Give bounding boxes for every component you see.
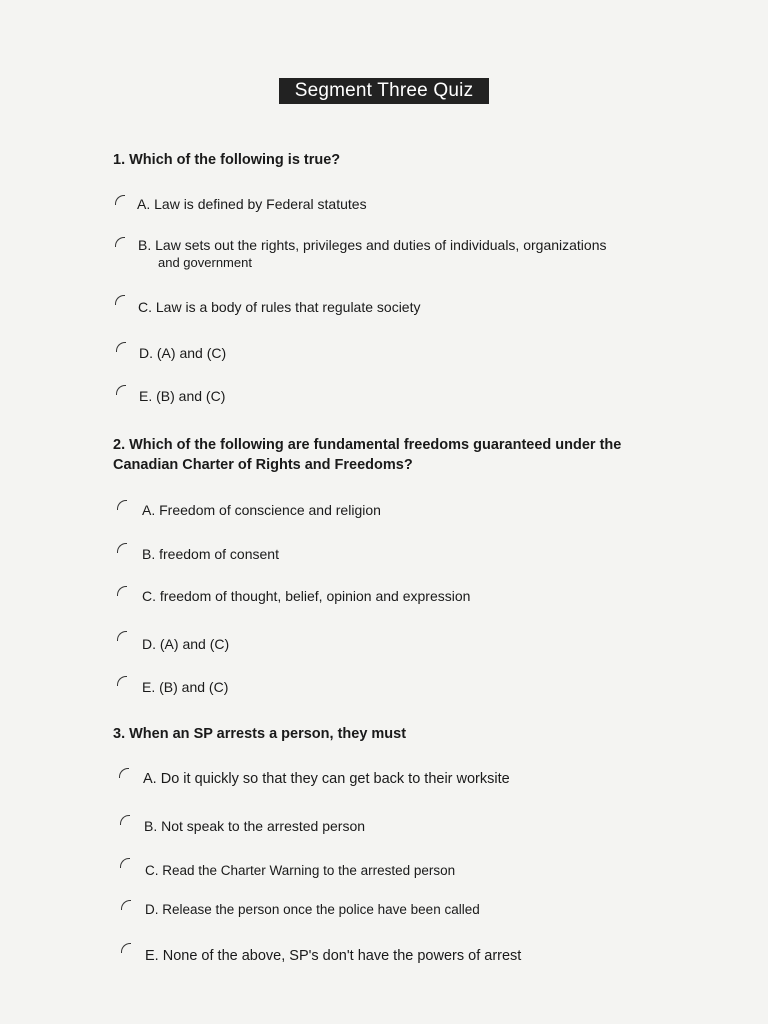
radio-q1-d[interactable] (116, 342, 126, 352)
radio-q3-e[interactable] (121, 943, 131, 953)
question-2-prompt: 2. Which of the following are fundamental freedoms guaranteed under the Canadian Charter of Rights and Freedoms? (113, 437, 622, 473)
radio-q1-a[interactable] (115, 195, 125, 205)
question-1-prompt: 1. Which of the following is true? (113, 152, 341, 168)
q1-option-b (138, 237, 678, 271)
q1-option-a: A. Law is defined by Federal statutes (137, 196, 367, 212)
radio-q3-d[interactable] (121, 900, 131, 910)
q3-option-e: E. None of the above, SP's don't have the powers of arrest (145, 948, 522, 964)
q2-option-e: E. (B) and (C) (142, 679, 229, 695)
q1-option-e: E. (B) and (C) (139, 388, 226, 404)
radio-q3-b[interactable] (120, 815, 130, 825)
radio-q1-b[interactable] (115, 237, 125, 247)
q3-option-c: C. Read the Charter Warning to the arrested person (145, 863, 456, 878)
radio-q1-e[interactable] (116, 385, 126, 395)
q1-option-c: C. Law is a body of rules that regulate society (138, 299, 421, 315)
radio-q2-b[interactable] (117, 543, 127, 553)
radio-q2-a[interactable] (117, 500, 127, 510)
radio-q3-a[interactable] (119, 768, 129, 778)
radio-q2-c[interactable] (117, 586, 127, 596)
radio-q1-c[interactable] (115, 295, 125, 305)
q1-option-d: D. (A) and (C) (139, 345, 227, 361)
radio-q2-e[interactable] (117, 676, 127, 686)
q3-option-a: A. Do it quickly so that they can get back to their worksite (143, 771, 510, 787)
q2-option-a: A. Freedom of conscience and religion (142, 502, 381, 518)
q1-option-b-continuation: and government (158, 255, 252, 270)
q3-option-b: B. Not speak to the arrested person (144, 818, 366, 834)
q2-option-d: D. (A) and (C) (142, 636, 230, 652)
q3-option-d: D. Release the person once the police have been called (145, 902, 480, 917)
q1-option-b-label: B. Law sets out the rights, privileges and duties of individuals, organizations (138, 237, 607, 253)
page-title: Segment Three Quiz (279, 78, 489, 104)
question-3-prompt: 3. When an SP arrests a person, they must (113, 726, 407, 742)
radio-q2-d[interactable] (117, 631, 127, 641)
radio-q3-c[interactable] (120, 858, 130, 868)
q2-option-c: C. freedom of thought, belief, opinion and expression (142, 588, 471, 604)
q2-option-b: B. freedom of consent (142, 546, 279, 562)
